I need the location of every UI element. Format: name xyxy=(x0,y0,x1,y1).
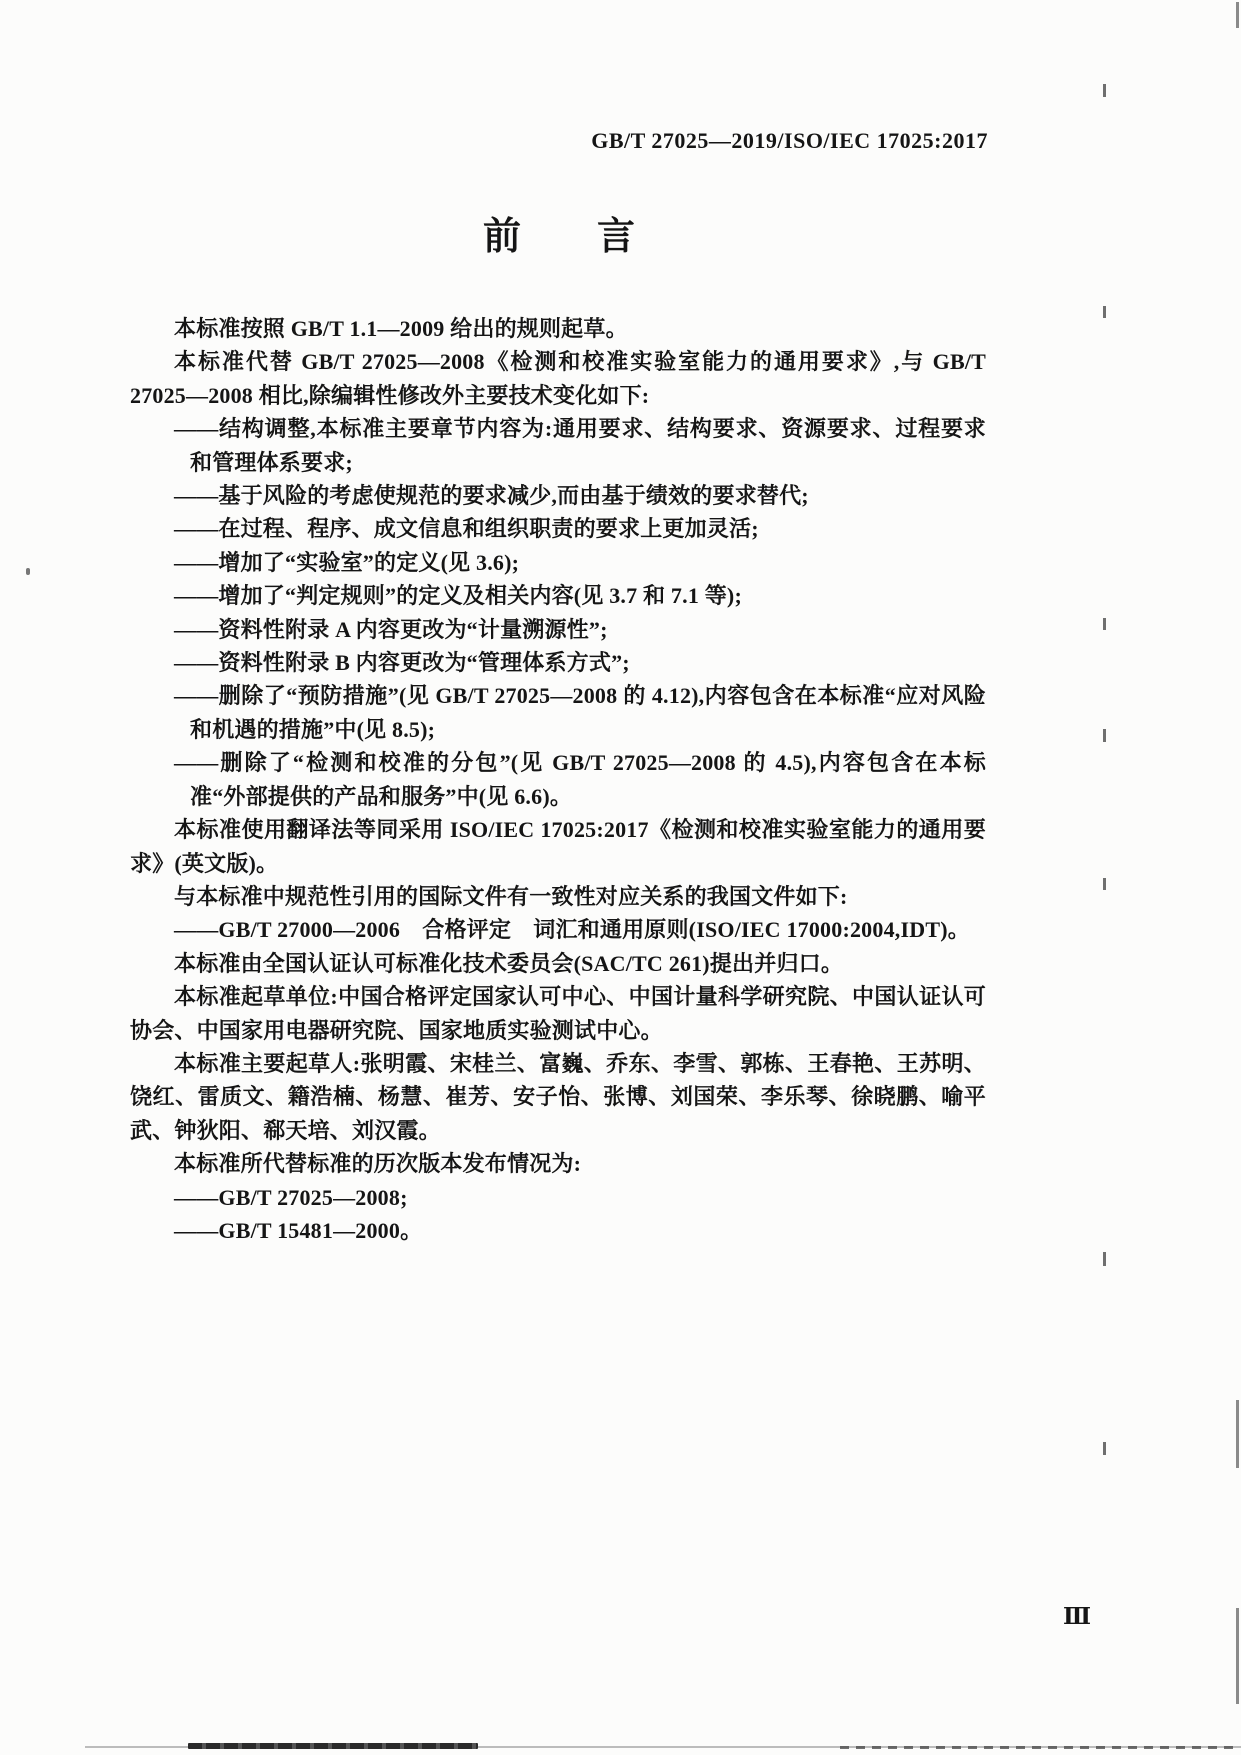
list-item: ——增加了“判定规则”的定义及相关内容(见 3.7 和 7.1 等); xyxy=(174,583,742,609)
paragraph: 本标准由全国认证认可标准化技术委员会(SAC/TC 261)提出并归口。 xyxy=(174,950,844,976)
scan-artifact xyxy=(1103,878,1106,890)
scan-artifact xyxy=(1103,1442,1106,1455)
scan-artifact xyxy=(26,568,30,575)
scan-artifact xyxy=(1103,1252,1106,1266)
list-item: ——删除了“预防措施”(见 GB/T 27025—2008 的 4.12),内容包含在本标准“应对风险和机遇的措施”中(见 8.5); xyxy=(174,683,986,742)
scan-artifact xyxy=(1236,2,1239,28)
paragraph: 本标准主要起草人:张明霞、宋桂兰、富巍、乔东、李雪、郭栋、王春艳、王苏明、饶红、雷质文、籍浩楠、杨慧、崔芳、安子怡、张博、刘国荣、李乐琴、徐晓鹏、喻平武、钟狄阳、郗天培、刘汉霞。 xyxy=(130,1050,986,1143)
paragraph: 本标准所代替标准的历次版本发布情况为: xyxy=(174,1151,582,1177)
scan-artifact xyxy=(1236,1400,1239,1468)
paragraph: 本标准代替 GB/T 27025—2008《检测和校准实验室能力的通用要求》,与 GB/T 27025—2008 相比,除编辑性修改外主要技术变化如下: xyxy=(130,349,986,408)
paragraph: 本标准按照 GB/T 1.1—2009 给出的规则起草。 xyxy=(174,316,628,341)
page-title: 前 言 xyxy=(482,216,635,258)
standard-code-header: GB/T 27025—2019/ISO/IEC 17025:2017 xyxy=(591,128,988,153)
list-item: ——GB/T 27025—2008; xyxy=(174,1184,408,1210)
list-item: ——资料性附录 B 内容更改为“管理体系方式”; xyxy=(174,650,630,676)
document-body xyxy=(130,312,986,1247)
scan-artifact xyxy=(1103,84,1106,97)
list-item: ——GB/T 27000—2006 合格评定 词汇和通用原则(ISO/IEC 17000:2004,IDT)。 xyxy=(174,917,970,943)
scan-artifact xyxy=(188,1743,478,1749)
list-item: ——GB/T 15481—2000。 xyxy=(174,1217,423,1243)
list-item: ——结构调整,本标准主要章节内容为:通用要求、结构要求、资源要求、过程要求和管理体系要求; xyxy=(174,416,986,475)
list-item: ——删除了“检测和校准的分包”(见 GB/T 27025—2008 的 4.5),内容包含在本标准“外部提供的产品和服务”中(见 6.6)。 xyxy=(174,750,986,809)
scan-artifact xyxy=(840,1746,1240,1749)
scan-artifact xyxy=(1103,729,1106,742)
page-number: Ⅲ xyxy=(1063,1604,1092,1629)
list-item: ——在过程、程序、成文信息和组织职责的要求上更加灵活; xyxy=(174,516,759,542)
scan-artifact xyxy=(1236,1608,1239,1704)
scan-artifact xyxy=(1103,618,1106,630)
paragraph: 本标准使用翻译法等同采用 ISO/IEC 17025:2017《检测和校准实验室能力的通用要求》(英文版)。 xyxy=(130,817,986,876)
paragraph: 与本标准中规范性引用的国际文件有一致性对应关系的我国文件如下: xyxy=(174,883,848,909)
scan-artifact xyxy=(1103,306,1106,318)
list-item: ——资料性附录 A 内容更改为“计量溯源性”; xyxy=(174,616,608,642)
list-item: ——增加了“实验室”的定义(见 3.6); xyxy=(174,549,520,575)
paragraph: 本标准起草单位:中国合格评定国家认可中心、中国计量科学研究院、中国认证认可协会、中国家用电器研究院、国家地质实验测试中心。 xyxy=(130,984,986,1043)
list-item: ——基于风险的考虑使规范的要求减少,而由基于绩效的要求替代; xyxy=(174,483,809,509)
